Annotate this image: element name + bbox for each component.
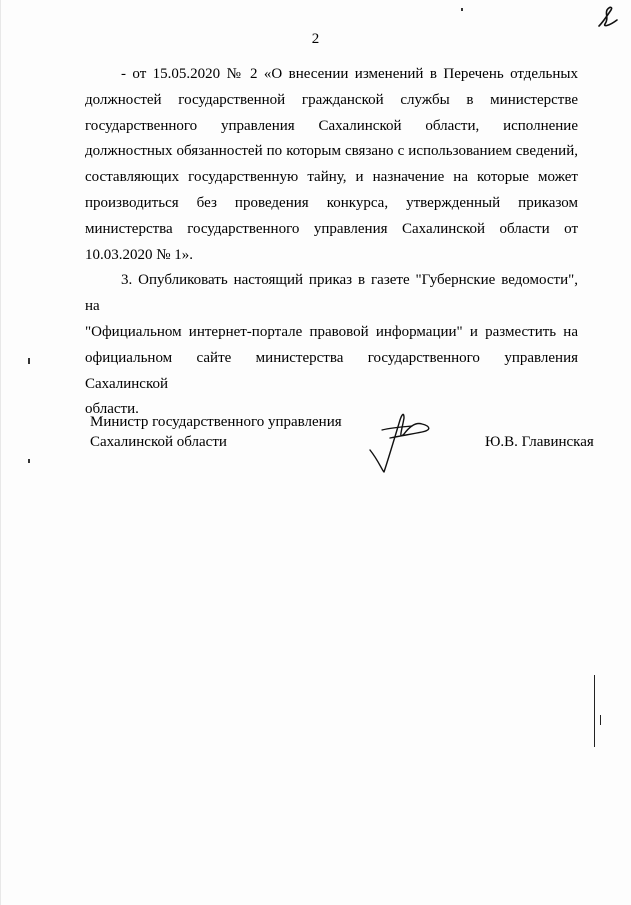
text-line: - от 15.05.2020 № 2 «О внесении изменений в Перечень отдельных bbox=[121, 66, 578, 82]
text-line: 10.03.2020 № 1». bbox=[85, 246, 194, 263]
scan-speck bbox=[28, 459, 30, 463]
scan-edge-line bbox=[0, 0, 1, 905]
text-line: министерства государственного управления Сахалинской области от bbox=[85, 220, 578, 237]
handwritten-signature bbox=[360, 400, 440, 480]
document-body bbox=[85, 62, 578, 423]
signatory-position bbox=[90, 412, 342, 452]
scan-edge-line bbox=[600, 715, 601, 725]
position-line: Министр государственного управления bbox=[90, 414, 342, 430]
text-line: 3. Опубликовать настоящий приказ в газете "Губернские ведомости", на bbox=[85, 272, 578, 315]
paragraph-publish bbox=[85, 268, 578, 423]
scan-speck bbox=[461, 8, 463, 11]
paragraph-amendment bbox=[85, 62, 578, 268]
scan-speck bbox=[28, 358, 30, 364]
text-line: области. bbox=[85, 401, 139, 418]
text-line: государственного управления Сахалинской области, исполнение bbox=[85, 117, 578, 134]
text-line: официальном сайте министерства государственного управления Сахалинской bbox=[85, 349, 578, 392]
position-line: Сахалинской области bbox=[90, 434, 227, 450]
signatory-name: Ю.В. Главинская bbox=[485, 434, 594, 450]
text-line: производиться без проведения конкурса, утвержденный приказом bbox=[85, 194, 578, 211]
page-number: 2 bbox=[311, 31, 320, 47]
text-line: должностей государственной гражданской службы в министерстве bbox=[85, 91, 578, 108]
handwritten-page-mark bbox=[593, 2, 623, 32]
text-line: "Официальном интернет-портале правовой информации" и разместить на bbox=[85, 323, 578, 340]
text-line: составляющих государственную тайну, и назначение на которые может bbox=[85, 169, 578, 186]
text-line: должностных обязанностей по которым связано с использованием сведений, bbox=[85, 143, 578, 160]
scan-edge-line bbox=[594, 675, 595, 747]
